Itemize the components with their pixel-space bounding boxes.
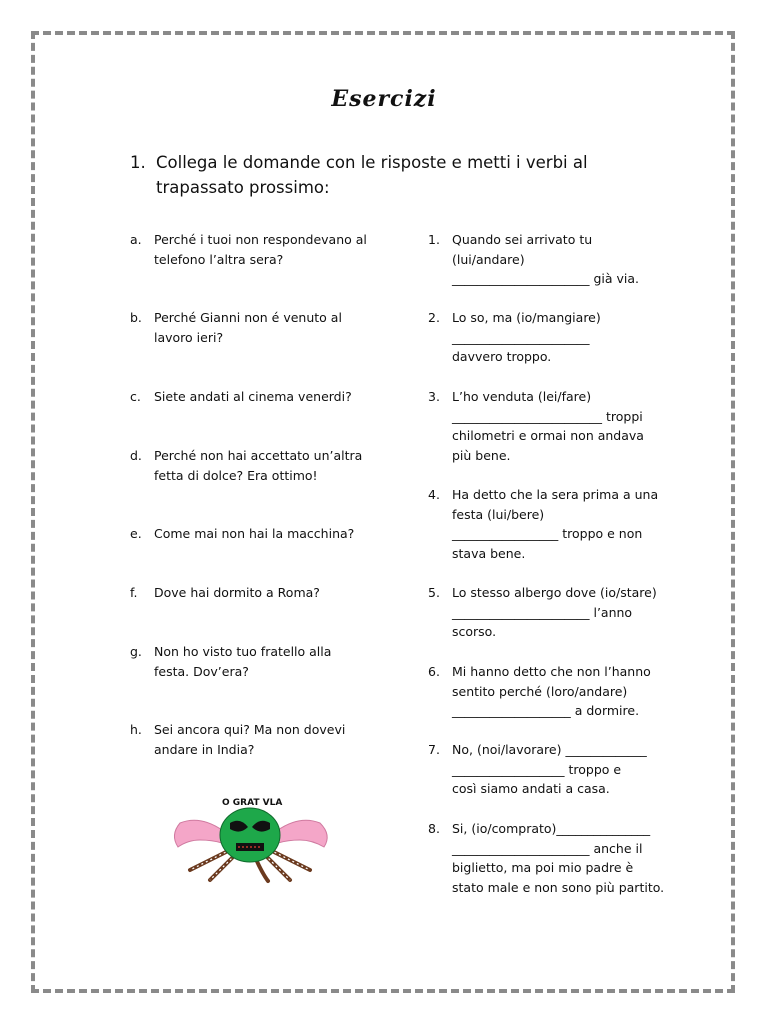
answer-text: L’ho venduta (lei/fare) ________________________ troppi chilometri e ormai non andava più bene.	[452, 389, 644, 463]
question-label: f.	[130, 585, 138, 600]
question-label: d.	[130, 448, 142, 463]
question-item	[130, 583, 374, 603]
question-item	[130, 642, 374, 681]
question-text: Non ho visto tuo fratello alla festa. Dov’era?	[154, 644, 332, 679]
question-item	[130, 524, 374, 544]
question-item	[130, 446, 374, 485]
answer-item	[428, 387, 672, 465]
answer-text: Lo stesso albergo dove (io/stare) ______________________ l’anno scorso.	[452, 585, 657, 639]
illustration-caption: O GRAT VLA	[222, 798, 283, 808]
exercise-instruction	[130, 150, 650, 200]
question-text: Perché non hai accettato un’altra fetta di dolce? Era ottimo!	[154, 448, 363, 483]
question-text: Sei ancora qui? Ma non dovevi andare in India?	[154, 722, 346, 757]
answer-item	[428, 740, 672, 799]
question-item	[130, 720, 374, 759]
answer-item	[428, 583, 672, 642]
question-item	[130, 308, 374, 347]
question-label: h.	[130, 722, 142, 737]
spider-illustration	[160, 785, 340, 885]
answer-text: No, (noi/lavorare) _____________ __________________ troppo e così siamo andati a casa.	[452, 742, 647, 796]
answer-label: 8.	[428, 821, 440, 836]
answer-text: Si, (io/comprato)_______________ ______________________ anche il biglietto, ma poi mio padre è stato male e non sono più partito.	[452, 821, 665, 895]
question-label: b.	[130, 310, 142, 325]
answer-item	[428, 230, 672, 289]
answer-text: Lo so, ma (io/mangiare) ______________________ davvero troppo.	[452, 310, 601, 364]
question-text: Perché Gianni non é venuto al lavoro ieri?	[154, 310, 342, 345]
question-text: Siete andati al cinema venerdi?	[154, 389, 352, 404]
answer-text: Quando sei arrivato tu (lui/andare) ______________________ già via.	[452, 232, 640, 286]
answer-item	[428, 485, 672, 563]
question-label: e.	[130, 526, 142, 541]
page-title: Esercizi	[331, 86, 437, 112]
exercise-text: Collega le domande con le risposte e metti i verbi al trapassato prossimo:	[156, 153, 588, 197]
question-label: c.	[130, 389, 141, 404]
answer-item	[428, 819, 672, 897]
answer-label: 1.	[428, 232, 440, 247]
answer-label: 4.	[428, 487, 440, 502]
answer-label: 6.	[428, 664, 440, 679]
question-item	[130, 230, 374, 269]
answer-text: Ha detto che la sera prima a una festa (lui/bere) _________________ troppo e non stava bene.	[452, 487, 659, 561]
exercise-number: 1.	[130, 153, 146, 172]
answer-item	[428, 662, 672, 721]
question-text: Perché i tuoi non respondevano al telefono l’altra sera?	[154, 232, 367, 267]
answer-label: 2.	[428, 310, 440, 325]
answer-item	[428, 308, 672, 367]
question-label: g.	[130, 644, 142, 659]
question-label: a.	[130, 232, 142, 247]
question-text: Come mai non hai la macchina?	[154, 526, 355, 541]
question-item	[130, 387, 374, 407]
question-text: Dove hai dormito a Roma?	[154, 585, 320, 600]
answer-label: 7.	[428, 742, 440, 757]
answer-text: Mi hanno detto che non l’hanno sentito perché (loro/andare) ___________________ a dormire.	[452, 664, 651, 718]
answer-label: 3.	[428, 389, 440, 404]
answer-label: 5.	[428, 585, 440, 600]
